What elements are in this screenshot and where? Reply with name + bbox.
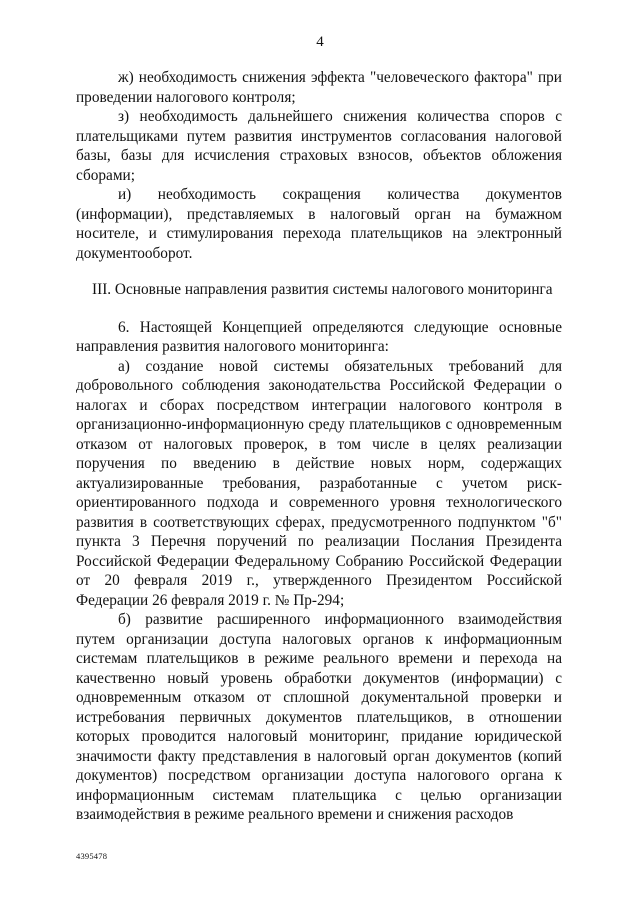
paragraph-6: 6. Настоящей Концепцией определяются следующие основные направления развития налогового мониторинга: [76, 318, 562, 355]
page-number: 4 [316, 34, 324, 50]
paragraph-z: з) необходимость дальнейшего снижения количества споров с плательщиками путем развития инструментов согласования налоговой базы, базы для исчисления страховых взносов, объектов обложения сборами; [76, 108, 562, 184]
footer-document-code: 4395478 [76, 851, 108, 861]
document-body [76, 68, 562, 825]
paragraph-zh: ж) необходимость снижения эффекта "человеческого фактора" при проведении налогового контроля; [76, 69, 562, 106]
paragraph-b: б) развитие расширенного информационного взаимодействия путем организации доступа налоговых органов к информационным системам плательщиков в режиме реального времени и перехода на качественно новый уровень обработки документов (информации) с одновременным отказом от сплошной документальной проверки и истребования первичных документов плательщиков, в отношении которых проводится налоговый мониторинг, придание юридической значимости факту представления в налоговый орган документов (копий документов) посредством организации доступа налогового органа к информационным системам плательщика с целью организации взаимодействия в режиме реального времени и снижения расходов [76, 611, 562, 823]
paragraph-i: и) необходимость сокращения количества документов (информации), представляемых в налоговый орган на бумажном носителе, и стимулирования перехода плательщиков на электронный документооборот. [76, 186, 562, 262]
paragraph-a: а) создание новой системы обязательных требований для добровольного соблюдения законодательства Российской Федерации о налогах и сборах посредством интеграции налогового контроля в организационно-информационную среду плательщиков с одновременным отказом от налоговых проверок, в том числе в целях реализации поручения по введению в действие новых норм, содержащих актуализированные требования, разработанные с учетом риск-ориентированного подхода и современного уровня технологического развития в соответствующих сферах, предусмотренного подпунктом "б" пункта 3 Перечня поручений по реализации Послания Президента Российской Федерации Федеральному Собранию Российской Федерации от 20 февраля 2019 г., утвержденного Президентом Российской Федерации 26 февраля 2019 г. № Пр-294; [76, 357, 562, 609]
section-heading: III. Основные направления развития системы налогового мониторинга [92, 281, 553, 298]
